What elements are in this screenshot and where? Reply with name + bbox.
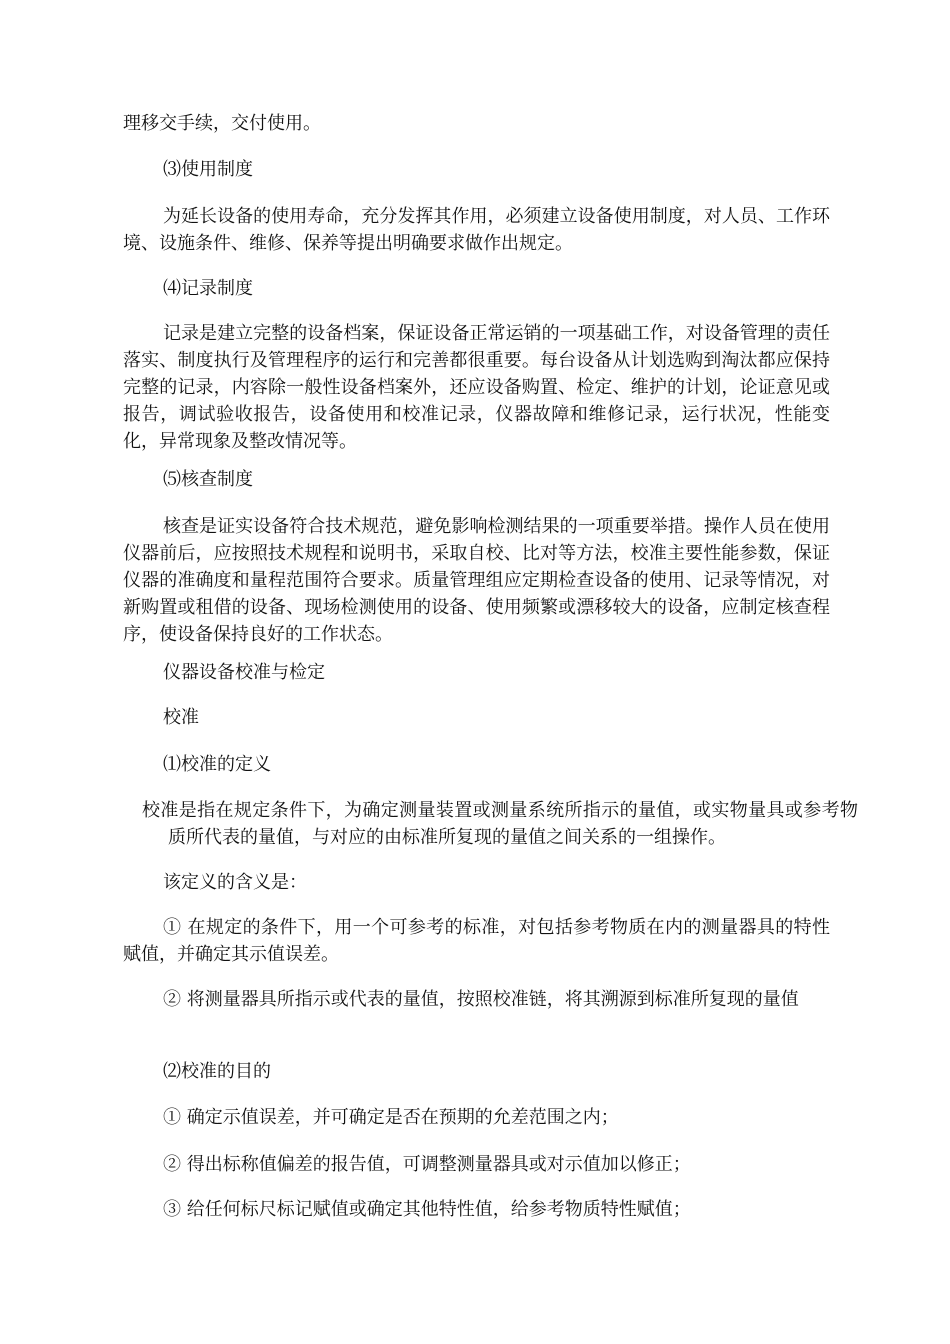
list-item-purpose-2: ② 得出标称值偏差的报告值，可调整测量器具或对示值加以修正； bbox=[163, 1154, 691, 1175]
paragraph-check-system: 核查是证实设备符合技术规范，避免影响检测结果的一项重要举措。操作人员在使用仪器前后，应按照技术规程和说明书，采取自校、比对等方法，校准主要性能参数，保证仪器的准确度和量程范围符合要求。质量管理组应定期检查设备的使用、记录等情况，对新购置或租借的设备、现场检测使用的设备、使用频繁或漂移较大的设备，应制定核查程序，使设备保持良好的工作状态。 bbox=[123, 516, 830, 645]
heading-calibration: 校准 bbox=[163, 707, 199, 728]
list-item-purpose-3: ③ 给任何标尺标记赋值或确定其他特性值，给参考物质特性赋值； bbox=[163, 1199, 691, 1220]
heading-record-system: ⑷记录制度 bbox=[163, 278, 253, 299]
list-item-meaning-1: ① 在规定的条件下，用一个可参考的标准，对包括参考物质在内的测量器具的特性赋值，并确定其示值误差。 bbox=[123, 917, 830, 965]
list-item-meaning-2: ② 将测量器具所指示或代表的量值，按照校准链，将其溯源到标准所复现的量值 bbox=[163, 989, 799, 1010]
heading-check-system: ⑸核查制度 bbox=[163, 469, 253, 490]
paragraph-continuation: 理移交手续，交付使用。 bbox=[123, 113, 321, 134]
heading-calibration-definition: ⑴校准的定义 bbox=[163, 754, 271, 775]
heading-calibration-verification: 仪器设备校准与检定 bbox=[163, 662, 325, 683]
paragraph-definition-meaning: 该定义的含义是： bbox=[163, 872, 307, 893]
paragraph-record-system: 记录是建立完整的设备档案，保证设备正常运销的一项基础工作，对设备管理的责任落实、制度执行及管理程序的运行和完善都很重要。每台设备从计划选购到淘汰都应保持完整的记录，内容除一般性设备档案外，还应设备购置、检定、维护的计划，论证意见或报告，调试验收报告，设备使用和校准记录，仪器故障和维修记录，运行状况，性能变化，异常现象及整改情况等。 bbox=[123, 323, 830, 452]
paragraph-usage-system: 为延长设备的使用寿命，充分发挥其作用，必须建立设备使用制度，对人员、工作环境、设施条件、维修、保养等提出明确要求做作出规定。 bbox=[123, 206, 830, 254]
heading-calibration-purpose: ⑵校准的目的 bbox=[163, 1061, 271, 1082]
list-item-purpose-1: ① 确定示值误差，并可确定是否在预期的允差范围之内； bbox=[163, 1107, 619, 1128]
heading-usage-system: ⑶使用制度 bbox=[163, 159, 253, 180]
paragraph-calibration-definition: 校准是指在规定条件下，为确定测量装置或测量系统所指示的量值，或实物量具或参考物质所代表的量值，与对应的由标准所复现的量值之间关系的一组操作。 bbox=[142, 800, 858, 848]
